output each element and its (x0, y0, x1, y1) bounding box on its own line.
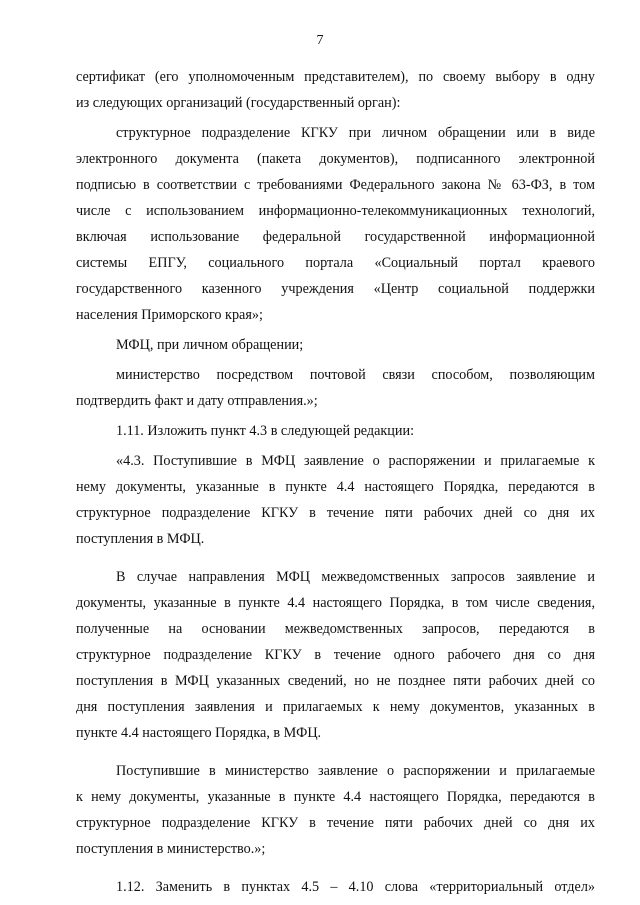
text-line: населения Приморского края»; (76, 307, 263, 323)
paragraph (76, 418, 595, 444)
text-line: включая использование федеральной государственной информационной (76, 229, 595, 245)
text-line: структурное подразделение КГКУ в течение одного рабочего дня со дня (76, 647, 595, 663)
text-line: числе с использованием информационно-телекоммуникационных технологий, (76, 203, 595, 219)
page-number: 7 (316, 33, 324, 48)
text-line: структурное подразделение КГКУ в течение пяти рабочих дней со дня их (76, 505, 595, 521)
text-line: Поступившие в министерство заявление о распоряжении и прилагаемые (116, 763, 595, 779)
text-line: подписью в соответствии с требованиями Федерального закона № 63-ФЗ, в том (76, 177, 595, 193)
paragraph (76, 64, 595, 116)
text-line: системы ЕПГУ, социального портала «Социальный портал краевого (76, 255, 595, 271)
text-line: полученные на основании межведомственных запросов, передаются в (76, 621, 595, 637)
paragraph (76, 448, 595, 552)
text-line: структурное подразделение КГКУ в течение пяти рабочих дней со дня их (76, 815, 595, 831)
text-line: сертификат (его уполномоченным представителем), по своему выбору в одну (76, 69, 595, 85)
text-line: поступления в МФЦ. (76, 531, 205, 547)
text-line: электронного документа (пакета документов), подписанного электронной (76, 151, 595, 167)
text-line: из следующих организаций (государственный орган): (76, 95, 401, 111)
text-line: к нему документы, указанные в пункте 4.4 настоящего Порядка, передаются в (76, 789, 595, 805)
text-line: «4.3. Поступившие в МФЦ заявление о распоряжении и прилагаемые к (116, 453, 595, 469)
paragraph (76, 564, 595, 746)
paragraph (76, 362, 595, 414)
text-line: пункте 4.4 настоящего Порядка, в МФЦ. (76, 725, 322, 741)
text-line: В случае направления МФЦ межведомственных запросов заявление и (116, 569, 595, 585)
text-line: подтвердить факт и дату отправления.»; (76, 393, 318, 409)
text-line: МФЦ, при личном обращении; (116, 337, 304, 353)
text-line: структурное подразделение КГКУ при личном обращении или в виде (116, 125, 595, 141)
text-line: документы, указанные в пункте 4.4 настоящего Порядка, в том числе сведения, (76, 595, 595, 611)
text-line: государственного казенного учреждения «Центр социальной поддержки (76, 281, 595, 297)
text-line: министерство посредством почтовой связи способом, позволяющим (116, 367, 595, 383)
text-line: 1.12. Заменить в пунктах 4.5 – 4.10 слова «территориальный отдел» (116, 879, 595, 895)
document-body (76, 64, 595, 900)
text-line: нему документы, указанные в пункте 4.4 настоящего Порядка, передаются в (76, 479, 595, 495)
text-line: поступления в МФЦ указанных сведений, но не позднее пяти рабочих дней со (76, 673, 595, 689)
text-line: дня поступления заявления и прилагаемых к нему документов, указанных в (76, 699, 595, 715)
paragraph (76, 758, 595, 862)
text-line: 1.11. Изложить пункт 4.3 в следующей редакции: (116, 423, 415, 439)
paragraph (76, 120, 595, 328)
paragraph (76, 874, 595, 900)
text-line: поступления в министерство.»; (76, 841, 266, 857)
paragraph (76, 332, 595, 358)
